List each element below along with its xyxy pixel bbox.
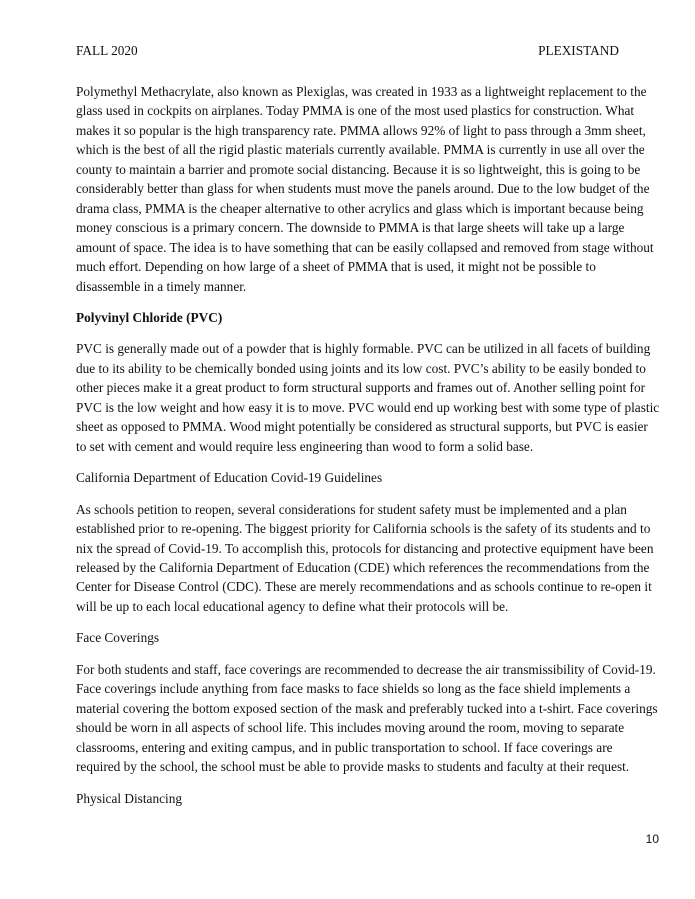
header-term: FALL 2020 [76, 43, 138, 58]
paragraph-cde-guidelines: As schools petition to reopen, several considerations for student safety must be implemented and a plan established prior to re-opening. The biggest priority for California schools is the safety of its students and to nix the spread of Covid-19. To accomplish this, protocols for distancing and protective equipment have been released by the California Department of Education (CDE) which references the recommendations from the Center for Disease Control (CDC). These are merely recommendations and as schools continue to re-open it will be up to each local educational agency to define what their protocols will be. [76, 501, 654, 614]
page-header [76, 43, 619, 59]
page-number: 10 [645, 832, 659, 846]
header-project-title: PLEXISTAND [538, 43, 619, 58]
body-text [76, 82, 660, 808]
paragraph-pvc: PVC is generally made out of a powder that is highly formable. PVC can be utilized in all facets of building due to its ability to be chemically bonded using joints and its low cost. PVC’s ability to be easily bonded to other pieces make it a great product to form structural supports and frames out of. Another selling point for PVC is the low weight and how easy it is to move. PVC would end up working best with some type of plastic sheet as opposed to PMMA. Wood might potentially be considered as structural supports, but PVC is easier to set with cement and would require less engineering than wood to form a solid base. [76, 341, 660, 454]
heading-physical-distancing: Physical Distancing [76, 790, 182, 806]
paragraph-face-coverings: For both students and staff, face coverings are recommended to decrease the air transmissibility of Covid-19. Face coverings include anything from face masks to face shields so long as the face shield implements a material covering the bottom exposed section of the mask and preferably tucked into a t-shirt. Face coverings should be worn in all aspects of school life. This includes moving around the room, moving to separate classrooms, entering and exiting campus, and in public transportation to school. If face coverings are required by the school, the school must be able to provide masks to students and faculty at their request. [76, 661, 658, 775]
heading-pvc: Polyvinyl Chloride (PVC) [76, 309, 223, 325]
heading-cde-guidelines: California Department of Education Covid-19 Guidelines [76, 470, 383, 486]
heading-face-coverings: Face Coverings [76, 630, 160, 646]
paragraph-pmma: Polymethyl Methacrylate, also known as Plexiglas, was created in 1933 as a lightweight replacement to the glass used in cockpits on airplanes. Today PMMA is one of the most used plastics for construction. What makes it so popular is the high transparency rate. PMMA allows 92% of light to pass through a 3mm sheet, which is the best of all the rigid plastic materials currently available. PMMA is currently in use all over the county to maintain a barrier and promote social distancing. Because it is so lightweight, this is going to be considerably better than glass for when students must move the panels around. Due to the low budget of the drama class, PMMA is the cheaper alternative to other acrylics and glass which is important because being money conscious is a primary concern. The downside to PMMA is that large sheets will take up a large amount of space. The idea is to have something that can be easily collapsed and removed from stage without much effort. Depending on how large of a sheet of PMMA that is used, it might not be possible to disassemble in a timely manner. [76, 84, 654, 294]
